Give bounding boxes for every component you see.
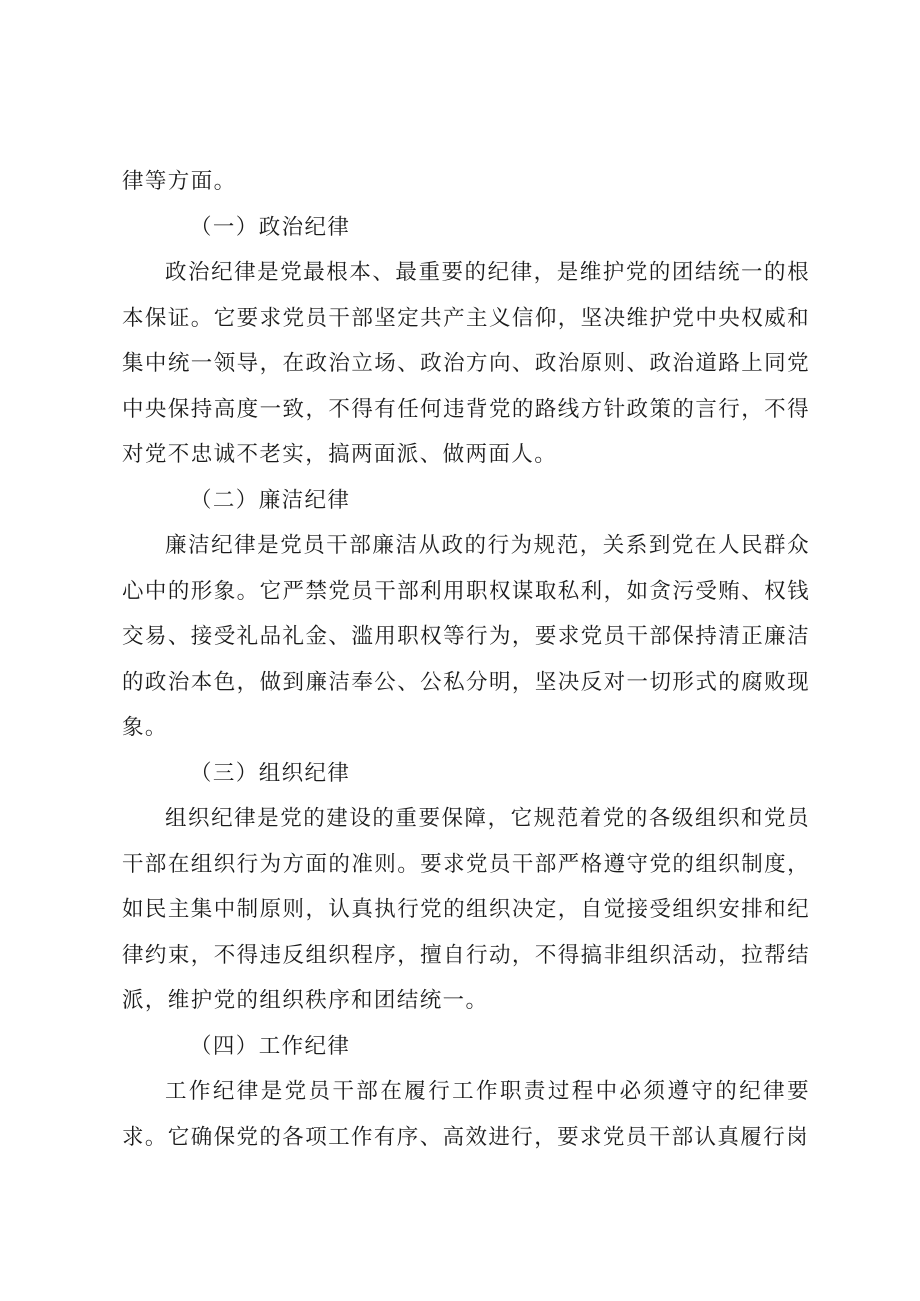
paragraph-work-discipline: 工作纪律是党员干部在履行工作职责过程中必须遵守的纪律要求。它确保党的各项工作有序、高效进行，要求党员干部认真履行岗: [122, 1079, 810, 1150]
section-heading-organizational: （三）组织纪律: [190, 760, 351, 786]
continuation-text: 律等方面。: [122, 169, 237, 194]
paragraph-organizational-discipline: 组织纪律是党的建设的重要保障，它规范着党的各级组织和党员干部在组织行为方面的准则。要求党员干部严格遵守党的组织制度，如民主集中制原则，认真执行党的组织决定，自觉接受组织安排和纪律约束，不得违反组织程序，擅自行动，不得搞非组织活动，拉帮结派，维护党的组织秩序和团结统一。: [122, 806, 810, 1013]
paragraph-integrity-discipline: 廉洁纪律是党员干部廉洁从政的行为规范，关系到党在人民群众心中的形象。它严禁党员干部利用职权谋取私利，如贪污受贿、权钱交易、接受礼品礼金、滥用职权等行为，要求党员干部保持清正廉洁的政治本色，做到廉洁奉公、公私分明，坚决反对一切形式的腐败现象。: [122, 533, 810, 740]
section-heading-political: （一）政治纪律: [190, 214, 351, 240]
section-heading-integrity: （二）廉洁纪律: [190, 487, 351, 513]
paragraph-political-discipline: 政治纪律是党最根本、最重要的纪律，是维护党的团结统一的根本保证。它要求党员干部坚定共产主义信仰，坚决维护党中央权威和集中统一领导，在政治立场、政治方向、政治原则、政治道路上同党中央保持高度一致，不得有任何违背党的路线方针政策的言行，不得对党不忠诚不老实，搞两面派、做两面人。: [122, 260, 810, 467]
section-heading-work: （四）工作纪律: [190, 1033, 351, 1059]
document-body: [122, 159, 810, 1160]
